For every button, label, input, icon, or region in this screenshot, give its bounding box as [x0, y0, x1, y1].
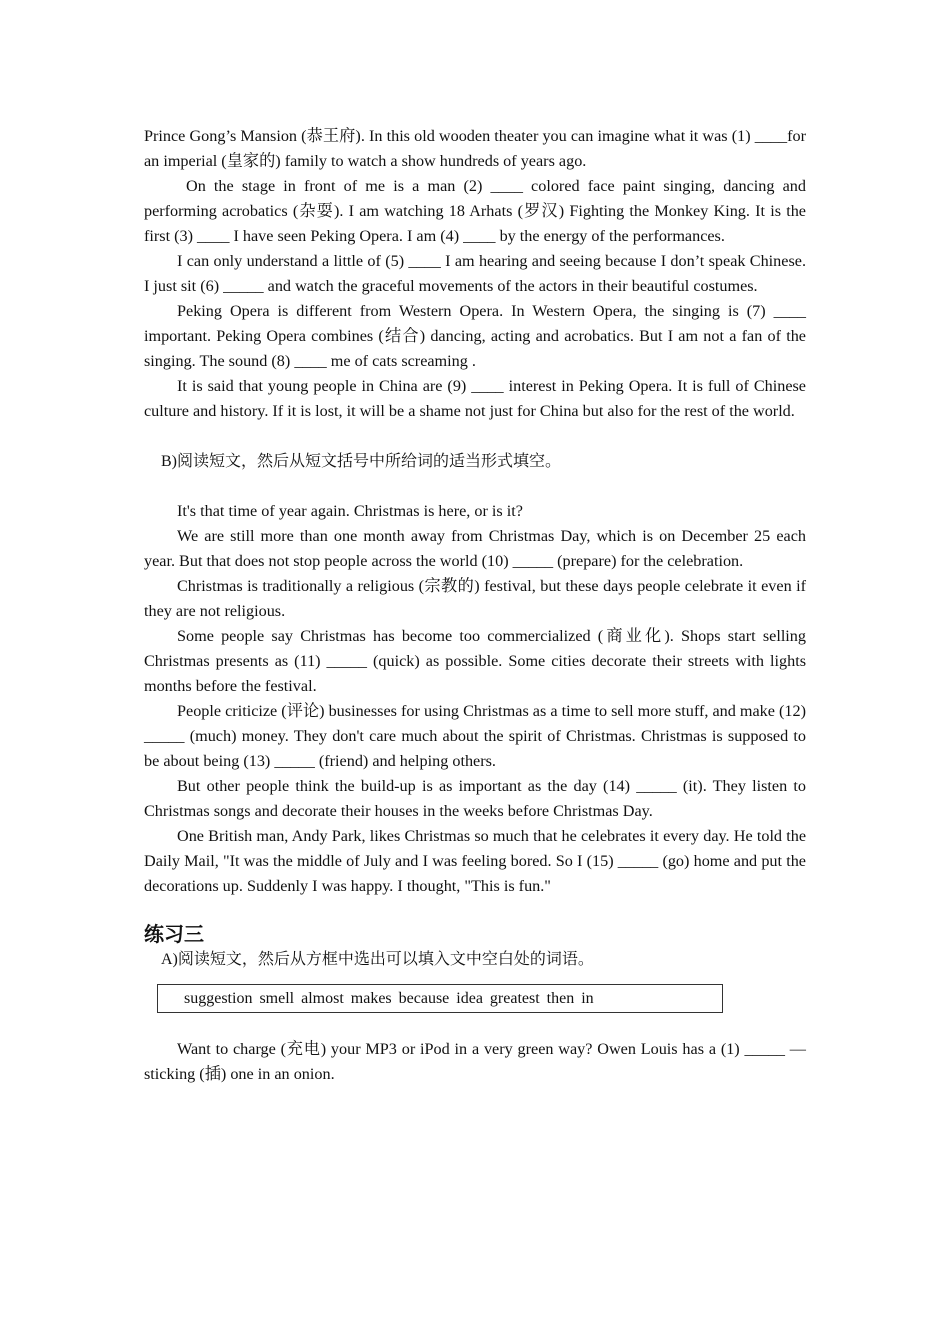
exercise-3-title: 练习三: [144, 922, 204, 946]
passage-b-paragraph-4: Some people say Christmas has become too commercialized (商业化). Shops start selling Christmas presents as (11) _____ (quick) as possible. Some cities decorate their streets with lights months before the festival.: [144, 627, 806, 695]
spacer: [144, 1013, 806, 1037]
exercise-3-instruction: A)阅读短文，然后从方框中选出可以填入文中空白处的词语。: [161, 951, 594, 968]
spacer: [144, 899, 806, 921]
passage-b-paragraph-7: One British man, Andy Park, likes Christmas so much that he celebrates it every day. He told the Daily Mail, "It was the middle of July and I was feeling bored. So I (15) _____ (go) home and put the decorations up. Suddenly I was happy. I thought, "This is fun.": [144, 827, 806, 895]
passage-b-paragraph-2: We are still more than one month away from Christmas Day, which is on December 25 each year. But that does not stop people across the world (10) _____ (prepare) for the celebration.: [144, 527, 806, 570]
passage-a-paragraph-1: Prince Gong’s Mansion (恭王府). In this old wooden theater you can imagine what it was (1) ____for an imperial (皇家的) family to watch a show hundreds of years ago.: [144, 127, 806, 170]
document-page: [144, 124, 806, 1087]
exercise-3-paragraph-1: Want to charge (充电) your MP3 or iPod in a very green way? Owen Louis has a (1) _____ — sticking (插) one in an onion.: [144, 1040, 806, 1083]
passage-b-paragraph-5: People criticize (评论) businesses for using Christmas as a time to sell more stuff, and make (12) _____ (much) money. They don't care much about the spirit of Christmas. Christmas is supposed to be about being (13) _____ (friend) and helping others.: [144, 702, 806, 770]
passage-a-paragraph-3: I can only understand a little of (5) ____ I am hearing and seeing because I don’t speak Chinese. I just sit (6) _____ and watch the graceful movements of the actors in their beautiful costumes.: [144, 252, 806, 295]
passage-b-paragraph-3: Christmas is traditionally a religious (宗教的) festival, but these days people celebrate it even if they are not religious.: [144, 577, 806, 620]
spacer: [144, 424, 806, 449]
passage-b-paragraph-1: It's that time of year again. Christmas is here, or is it?: [177, 502, 523, 520]
passage-a-paragraph-2: On the stage in front of me is a man (2) ____ colored face paint singing, dancing and performing acrobatics (杂耍). I am watching 18 Arhats (罗汉) Fighting the Monkey King. It is the first (3) ____ I have seen Peking Opera. I am (4) ____ by the energy of the performances.: [144, 177, 806, 245]
passage-a-paragraph-5: It is said that young people in China are (9) ____ interest in Peking Opera. It is full of Chinese culture and history. If it is lost, it will be a shame not just for China but also for the rest of the world.: [144, 377, 806, 420]
spacer: [144, 474, 806, 499]
passage-a-paragraph-4: Peking Opera is different from Western Opera. In Western Opera, the singing is (7) ____ important. Peking Opera combines (结合) dancing, acting and acrobatics. But I am not a fan of the singing. The sound (8) ____ me of cats screaming .: [144, 302, 806, 370]
section-b-instruction: B)阅读短文，然后从短文括号中所给词的适当形式填空。: [161, 453, 562, 470]
passage-b-paragraph-6: But other people think the build-up is as important as the day (14) _____ (it). They listen to Christmas songs and decorate their houses in the weeks before Christmas Day.: [144, 777, 806, 820]
word-box: suggestion smell almost makes because idea greatest then in: [157, 984, 723, 1013]
